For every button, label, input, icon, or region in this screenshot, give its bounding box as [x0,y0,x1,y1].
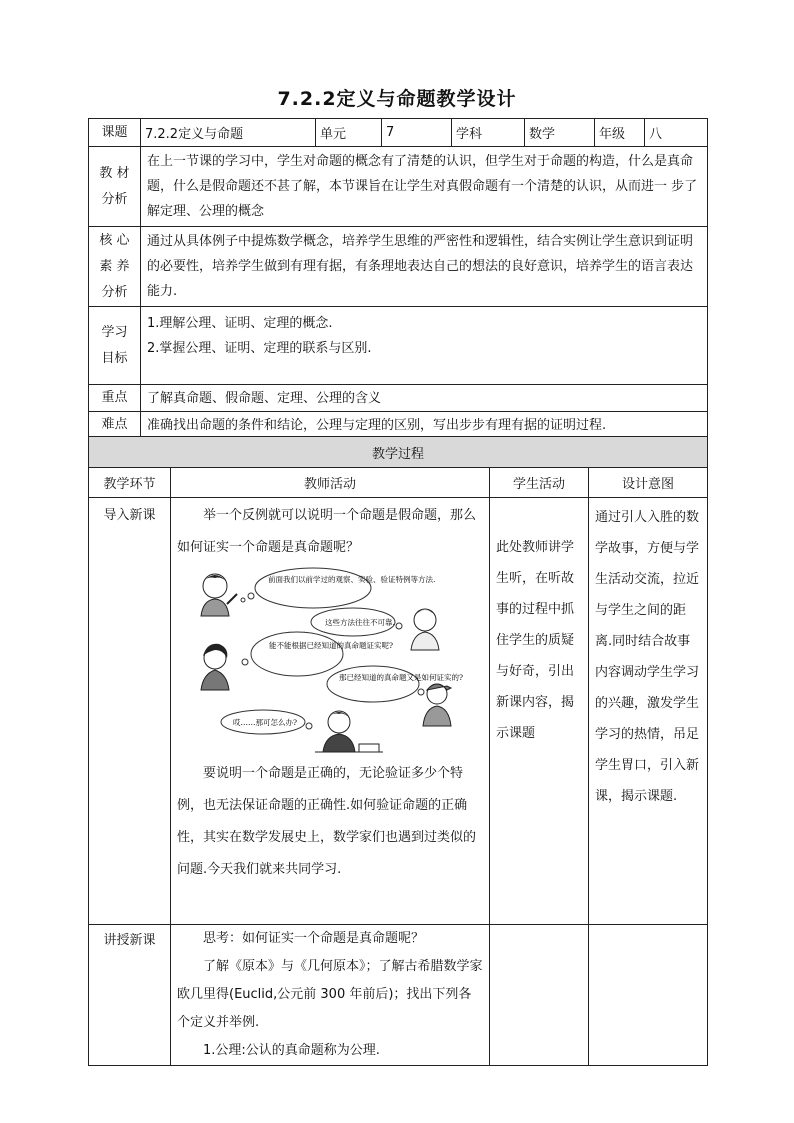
literacy-text: 通过从具体例子中提炼数学概念，培养学生思维的严密性和逻辑性，结合实例让学生意识到证明的必要性，培养学生做到有理有据，有条理地表达自己的想法的良好意识，培养学生的语言表达能力. [141,227,708,307]
student-activity [490,925,589,1066]
subject-value: 数学 [525,119,595,147]
key-point-label: 重点 [89,385,141,412]
table-row [89,498,708,925]
bubble-text: 前面我们以前学过的观察、实验、验证特例等方法. [268,575,436,584]
stage-cell: 导入新课 [89,498,171,925]
student-figure [201,644,229,690]
teacher-activity [171,498,490,925]
page-title: 7.2.2定义与命题教学设计 [277,88,517,110]
key-point-text: 了解真命题、假命题、定理、公理的含义 [141,385,708,412]
analysis-text: 在上一节课的学习中，学生对命题的概念有了清楚的认识，但学生对于命题的构造，什么是真命题，什么是假命题还不甚了解，本节课旨在让学生对真假命题有一个清楚的认识，从而进一 步了解定理、公理的概念 [141,147,708,227]
teacher-activity [171,925,490,1066]
goal-item: 2.掌握公理、证明、定理的联系与区别. [147,341,372,356]
cartoon-illustration [193,566,463,756]
design-intent: 通过引人入胜的数学故事，方便与学生活动交流，拉近与学生之间的距离.同时结合故事内容调动学生学习的兴趣，激发学生学习的热情，吊足学生胃口，引入新课，揭示课题. [589,498,708,925]
teacher-figure [315,711,383,752]
unit-label: 单元 [316,119,382,147]
stage-cell: 讲授新课 [89,925,171,1066]
course-label: 课题 [89,119,141,147]
goal-item: 1.理解公理、证明、定理的概念. [147,316,333,331]
learn-text: 了解《原本》与《几何原本》；了解古希腊数学家欧几里得(Euclid,公元前 300 年前后)；找出下列各个定义并举例. [177,959,483,1030]
teacher-after: 要说明一个命题是正确的，无论验证多少个特例，也无法保证命题的正确性.如何验证命题的正确性，其实在数学发展史上，数学家们也遇到过类似的问题.今天我们就来共同学习. [177,766,477,877]
info-table [88,118,708,439]
course-value: 7.2.2定义与命题 [141,119,316,147]
bubble-text: 哎……那可怎么办? [233,718,298,727]
literacy-label: 核 心 素 养 分析 [89,227,141,307]
process-table [88,436,708,1066]
axiom-text: 1.公理:公认的真命题称为公理. [203,1043,380,1058]
subject-label: 学科 [452,119,525,147]
difficulty-text: 准确找出命题的条件和结论，公理与定理的区别，写出步步有理有据的证明过程. [141,412,708,439]
goals-list [141,307,708,385]
teacher-intro: 举一个反例就可以说明一个命题是假命题，那么如何证实一个命题是真命题呢？ [177,508,477,555]
analysis-label: 教 材 分析 [89,147,141,227]
column-header: 学生活动 [490,468,589,498]
column-header: 设计意图 [589,468,708,498]
table-row [89,925,708,1066]
student-figure [423,684,451,726]
grade-label: 年级 [595,119,645,147]
column-header: 教师活动 [171,468,490,498]
goals-label: 学习 目标 [89,307,141,385]
think-prompt: 思考：如何证实一个命题是真命题呢？ [203,931,425,946]
bubble-text: 这些方法往往不可靠. [325,618,395,627]
student-figure [201,574,237,616]
grade-value: 八 [645,119,708,147]
difficulty-label: 难点 [89,412,141,439]
column-header: 教学环节 [89,468,171,498]
bubble-text: 能不能根据已经知道的真命题证实呢? [269,641,394,650]
design-intent [589,925,708,1066]
bubble-text: 那已经知道的真命题又是如何证实的? [339,673,463,682]
process-heading: 教学过程 [89,437,708,468]
student-figure [411,609,439,650]
unit-value: 7 [382,119,452,147]
student-activity: 此处教师讲学生听，在听故事的过程中抓住学生的质疑与好奇，引出新课内容，揭示课题 [490,498,589,925]
